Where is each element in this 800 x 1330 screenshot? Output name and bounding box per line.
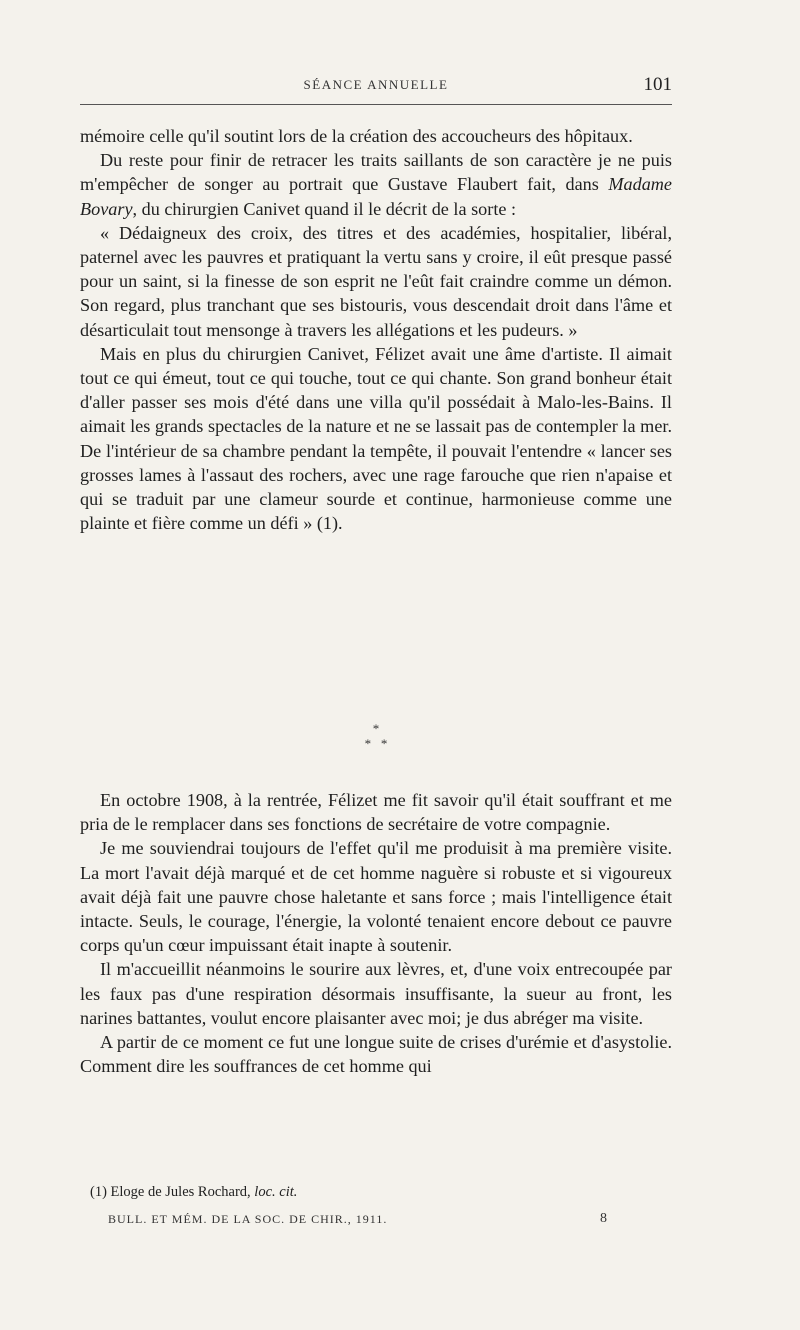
paragraph: Je me souviendrai toujours de l'effet qu'il me produisit à ma première visite. La mort l'avait déjà marqué et de cet homme naguère si robuste et si vigoureux avait déjà fait une pauvre chose haletante et sans force ; mais l'intelligence était intacte. Seuls, le courage, l'énergie, la volonté tenaient encore debout ce pauvre corps qu'un cœur impuissant était inapte à soutenir. xyxy=(80,838,672,956)
paragraph-text: , du chirurgien Canivet quand il le décrit de la sorte : xyxy=(132,198,517,219)
paragraph: Il m'accueillit néanmoins le sourire aux lèvres, et, d'une voix entrecoupée par les faux pas d'une respiration désormais insuffisante, la sueur au front, les narines battantes, voulut encore plaisanter avec moi; je dus abréger ma visite. xyxy=(80,959,672,1028)
publication-footer: BULL. ET MÉM. DE LA SOC. DE CHIR., 1911. xyxy=(108,1212,388,1226)
footnote-citation: loc. cit. xyxy=(254,1184,298,1200)
quotation-paragraph: « Dédaigneux des croix, des titres et des académies, hospitalier, libéral, paternel avec les pauvres et pratiquant la vertu sans y croire, il eût presque passé pour un saint, si la finesse de son esprit ne l'eût fait craindre comme un démon. Son regard, plus tranchant que ses bistouris, vous descendait droit dans l'âme et désarticulait tout mensonge à travers les allégations et les pudeurs. » xyxy=(80,222,672,340)
signature-mark: 8 xyxy=(600,1211,607,1226)
text-block-2 xyxy=(80,788,672,1078)
paragraph: Mais en plus du chirurgien Canivet, Félizet avait une âme d'artiste. Il aimait tout ce qui émeut, tout ce qui touche, tout ce qui chante. Son grand bonheur était d'aller passer ses mois d'été dans une villa qu'il possédait à Malo-les-Bains. Il aimait les grands spectacles de la nature et ne se lassait pas de contempler la mer. De l'intérieur de sa chambre pendant la tempête, il pouvait l'entendre « lancer ses grosses lames à l'assaut des rochers, avec une rage farouche que rien n'apaise et qui se traduit par une clameur sourde et continue, harmonieuse comme une plainte et fière comme un défi » (1). xyxy=(80,343,672,534)
header-rule xyxy=(80,104,672,105)
paragraph: A partir de ce moment ce fut une longue suite de crises d'urémie et d'asystolie. Comment dire les souffrances de cet homme qui xyxy=(80,1032,672,1077)
paragraph: mémoire celle qu'il soutint lors de la création des accoucheurs des hôpitaux. xyxy=(80,126,633,146)
footnote xyxy=(90,1184,670,1201)
separator-stars-bottom: * * xyxy=(364,736,388,751)
separator-star-top: * xyxy=(372,721,380,736)
text-block-1 xyxy=(80,124,672,535)
paragraph xyxy=(80,148,672,221)
book-title: Madame Bovary xyxy=(80,174,672,219)
paragraph-text: Du reste pour finir de retracer les traits saillants de son caractère je ne puis m'empêcher de songer au portrait que Gustave Flaubert fait, dans xyxy=(80,150,672,195)
section-separator xyxy=(80,722,672,758)
running-head xyxy=(80,74,672,98)
paragraph: En octobre 1908, à la rentrée, Félizet me fit savoir qu'il était souffrant et me pria de le remplacer dans ses fonctions de secrétaire de votre compagnie. xyxy=(80,790,672,835)
footnote-text: (1) Eloge de Jules Rochard, xyxy=(90,1184,255,1200)
page-number: 101 xyxy=(643,74,672,95)
running-title: SÉANCE ANNUELLE xyxy=(303,77,449,92)
